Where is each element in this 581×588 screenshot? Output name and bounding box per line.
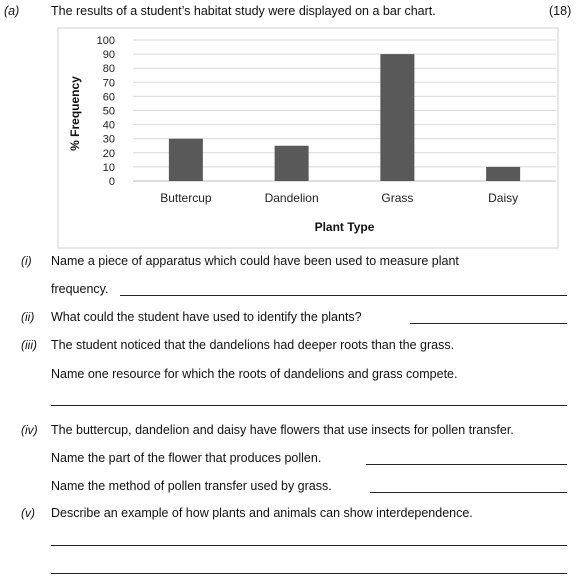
y-tick-label: 50 bbox=[102, 105, 115, 118]
y-tick-label: 40 bbox=[102, 119, 115, 132]
q2-answer-line[interactable] bbox=[410, 323, 567, 324]
q4-text-line1: The buttercup, dandelion and daisy have flowers that use insects for pollen transfer. bbox=[51, 423, 514, 437]
q3-label: (iii) bbox=[21, 338, 37, 352]
bar-buttercup bbox=[169, 139, 203, 181]
q1-answer-line[interactable] bbox=[120, 295, 567, 296]
q3-answer-line[interactable] bbox=[51, 405, 567, 406]
q1-label: (i) bbox=[21, 254, 32, 268]
q3-text-line2: Name one resource for which the roots of dandelions and grass compete. bbox=[51, 367, 458, 381]
x-tick-label: Buttercup bbox=[160, 191, 212, 205]
y-tick-label: 80 bbox=[102, 63, 115, 76]
y-tick-label: 90 bbox=[102, 49, 115, 62]
marks-label: (18) bbox=[549, 4, 572, 18]
y-axis-title: % Frequency bbox=[68, 76, 82, 151]
q5-label: (v) bbox=[21, 506, 35, 520]
q4-answer-line-1[interactable] bbox=[366, 464, 567, 465]
bar-grass bbox=[380, 54, 414, 181]
y-tick-label: 10 bbox=[102, 161, 115, 174]
x-tick-label: Grass bbox=[381, 191, 414, 205]
x-tick-label: Daisy bbox=[488, 191, 519, 205]
y-tick-label: 60 bbox=[102, 91, 115, 104]
bar-dandelion bbox=[275, 146, 309, 181]
y-tick-label: 100 bbox=[96, 35, 115, 47]
q4-text-line2: Name the part of the flower that produces pollen. bbox=[51, 451, 322, 465]
part-label: (a) bbox=[4, 4, 20, 18]
x-axis-title: Plant Type bbox=[314, 220, 375, 234]
intro-text: The results of a student’s habitat study were displayed on a bar chart. bbox=[51, 4, 436, 18]
q1-text-line2: frequency. bbox=[51, 282, 109, 296]
q4-answer-line-2[interactable] bbox=[370, 492, 567, 493]
q2-text: What could the student have used to identify the plants? bbox=[51, 310, 362, 324]
q5-text: Describe an example of how plants and animals can show interdependence. bbox=[51, 506, 473, 520]
bar-daisy bbox=[486, 167, 520, 181]
q1-text-line1: Name a piece of apparatus which could have been used to measure plant bbox=[51, 254, 459, 268]
x-tick-label: Dandelion bbox=[264, 191, 319, 205]
chart-border bbox=[58, 28, 558, 248]
q2-label: (ii) bbox=[21, 310, 35, 324]
q3-text-line1: The student noticed that the dandelions had deeper roots than the grass. bbox=[51, 338, 455, 352]
y-tick-label: 70 bbox=[102, 77, 115, 90]
q4-text-line3: Name the method of pollen transfer used by grass. bbox=[51, 479, 332, 493]
y-tick-label: 30 bbox=[102, 133, 115, 146]
bar-chart bbox=[58, 28, 558, 248]
chart-svg bbox=[58, 28, 558, 248]
y-tick-label: 20 bbox=[102, 147, 115, 160]
q4-label: (iv) bbox=[21, 423, 38, 437]
q5-answer-line-2[interactable] bbox=[51, 573, 567, 574]
q5-answer-line-1[interactable] bbox=[51, 545, 567, 546]
y-tick-label: 0 bbox=[108, 176, 115, 188]
